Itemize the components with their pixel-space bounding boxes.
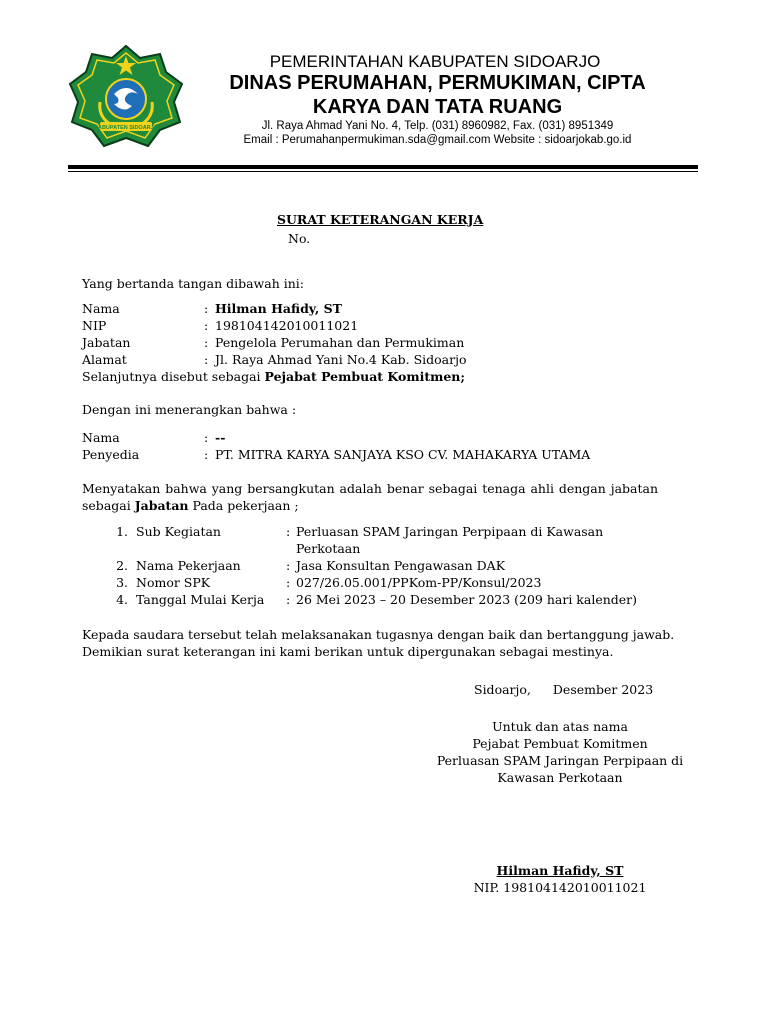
signer-nip: 198104142010011021 [215,318,359,333]
kabupaten-sidoarjo-logo [68,44,184,148]
list-item: 4. Tanggal Mulai Kerja : 26 Mei 2023 – 20 Desember 2023 (209 hari kalender) [116,592,638,607]
signer-block [82,300,467,385]
signer-alamat: Jl. Raya Ahmad Yani No.4 Kab. Sidoarjo [215,352,467,367]
kop-agency-line1: DINAS PERUMAHAN, PERMUKIMAN, CIPTA [229,72,646,94]
signature-place: Sidoarjo, [474,682,531,697]
subject-name: -- [215,430,226,445]
header-rule-thin [68,171,698,172]
kop-agency-line2: KARYA DAN TATA RUANG [312,96,563,118]
subject-penyedia: PT. MITRA KARYA SANJAYA KSO CV. MAHAKARYA UTAMA [215,447,591,462]
letter-title: SURAT KETERANGAN KERJA [277,212,484,227]
signature-nip: NIP. 198104142010011021 [473,880,647,895]
closing-line1: Kepada saudara tersebut telah melaksanakan tugasnya dengan baik dan bertanggung jawab. [82,627,675,642]
subject-name-row: Nama : -- [82,430,226,445]
signature-title-block: Untuk dan atas nama Pejabat Pembuat Komitmen Perluasan SPAM Jaringan Perpipaan di Kawasan Perkotaan [436,719,684,785]
letter-number: No. [288,231,311,246]
work-items-list [94,523,637,608]
signer-nip-row: NIP : 198104142010011021 [82,318,359,333]
signer-alamat-row: Alamat : Jl. Raya Ahmad Yani No.4 Kab. Sidoarjo [82,352,467,367]
list-item: 2. Nama Pekerjaan : Jasa Konsultan Pengawasan DAK [116,558,506,573]
signer-name: Hilman Hafidy, ST [215,301,342,316]
kop-agency [200,71,675,119]
signer-name-row: Nama : Hilman Hafidy, ST [82,301,342,316]
header-rule-thick [68,165,698,169]
logo-text: KABUPATEN SIDOARJO [94,125,158,131]
signature-date [474,682,653,697]
declaration-paragraph [82,480,658,514]
list-item: 3. Nomor SPK : 027/26.05.001/PPKom-PP/Konsul/2023 [116,575,542,590]
subject-block [82,429,590,463]
closing-line2: Demikian surat keterangan ini kami berikan untuk dipergunakan sebagai mestinya. [82,644,614,659]
statement-text: Dengan ini menerangkan bahwa : [82,402,297,417]
closing-paragraph [82,626,674,660]
kop-government: PEMERINTAHAN KABUPATEN SIDOARJO [269,52,601,71]
list-item-continuation: Perkotaan [296,541,361,556]
intro-text: Yang bertanda tangan dibawah ini: [82,276,304,291]
subject-penyedia-row: Penyedia : PT. MITRA KARYA SANJAYA KSO CV. MAHAKARYA UTAMA [82,447,591,462]
declaration-line2: sebagai Jabatan Pada pekerjaan ; [82,498,299,513]
list-item: 1. Sub Kegiatan : Perluasan SPAM Jaringan Perpipaan di Kawasan [116,524,604,539]
kop-address: Jl. Raya Ahmad Yani No. 4, Telp. (031) 8960982, Fax. (031) 8951349 [261,120,614,132]
signer-jabatan-row: Jabatan : Pengelola Perumahan dan Permukiman [82,335,465,350]
signer-role-note: Selanjutnya disebut sebagai Pejabat Pembuat Komitmen; [82,369,465,384]
signer-jabatan: Pengelola Perumahan dan Permukiman [215,335,465,350]
signature-name-block [420,862,700,896]
kop-contact: Email : Perumahanpermukiman.sda@gmail.com Website : sidoarjokab.go.id [243,134,632,146]
declaration-line1: Menyatakan bahwa yang bersangkutan adalah benar sebagai tenaga ahli dengan jabatan [82,481,658,496]
signature-month: Desember 2023 [552,682,654,697]
signature-name: Hilman Hafidy, ST [496,863,624,878]
